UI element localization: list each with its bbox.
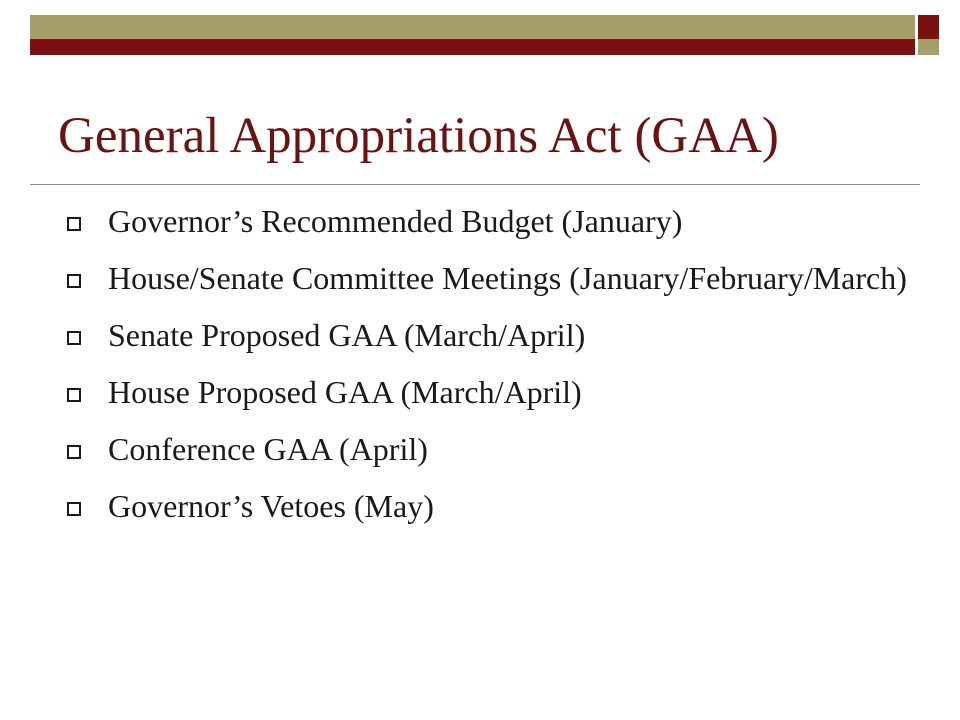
- header-banner-maroon: [30, 39, 915, 55]
- header-banner-olive: [30, 15, 915, 39]
- bullet-text: Governor’s Recommended Budget (January): [108, 203, 683, 239]
- hollow-square-icon: [67, 331, 81, 345]
- hollow-square-icon: [67, 445, 81, 459]
- slide-title: General Appropriations Act (GAA): [58, 108, 779, 164]
- bullet-text: Governor’s Vetoes (May): [108, 488, 434, 524]
- bullet-item-committee-meetings: [60, 259, 920, 297]
- bullet-item-governor-vetoes: [60, 487, 920, 525]
- header-corner-olive: [918, 39, 939, 55]
- bullet-item-senate-proposed: [60, 316, 920, 354]
- hollow-square-icon: [67, 274, 81, 288]
- bullet-item-house-proposed: [60, 373, 920, 411]
- bullet-text: House Proposed GAA (March/April): [108, 374, 582, 410]
- hollow-square-icon: [67, 217, 81, 231]
- bullet-text: House/Senate Committee Meetings (January/February/March): [108, 260, 907, 296]
- hollow-square-icon: [67, 502, 81, 516]
- bullet-item-governor-budget: [60, 202, 920, 240]
- bullet-text: Conference GAA (April): [108, 431, 428, 467]
- hollow-square-icon: [67, 388, 81, 402]
- bullet-item-conference: [60, 430, 920, 468]
- header-corner-maroon: [918, 15, 939, 39]
- bullet-list: [60, 202, 920, 544]
- title-divider: [30, 184, 920, 185]
- bullet-text: Senate Proposed GAA (March/April): [108, 317, 586, 353]
